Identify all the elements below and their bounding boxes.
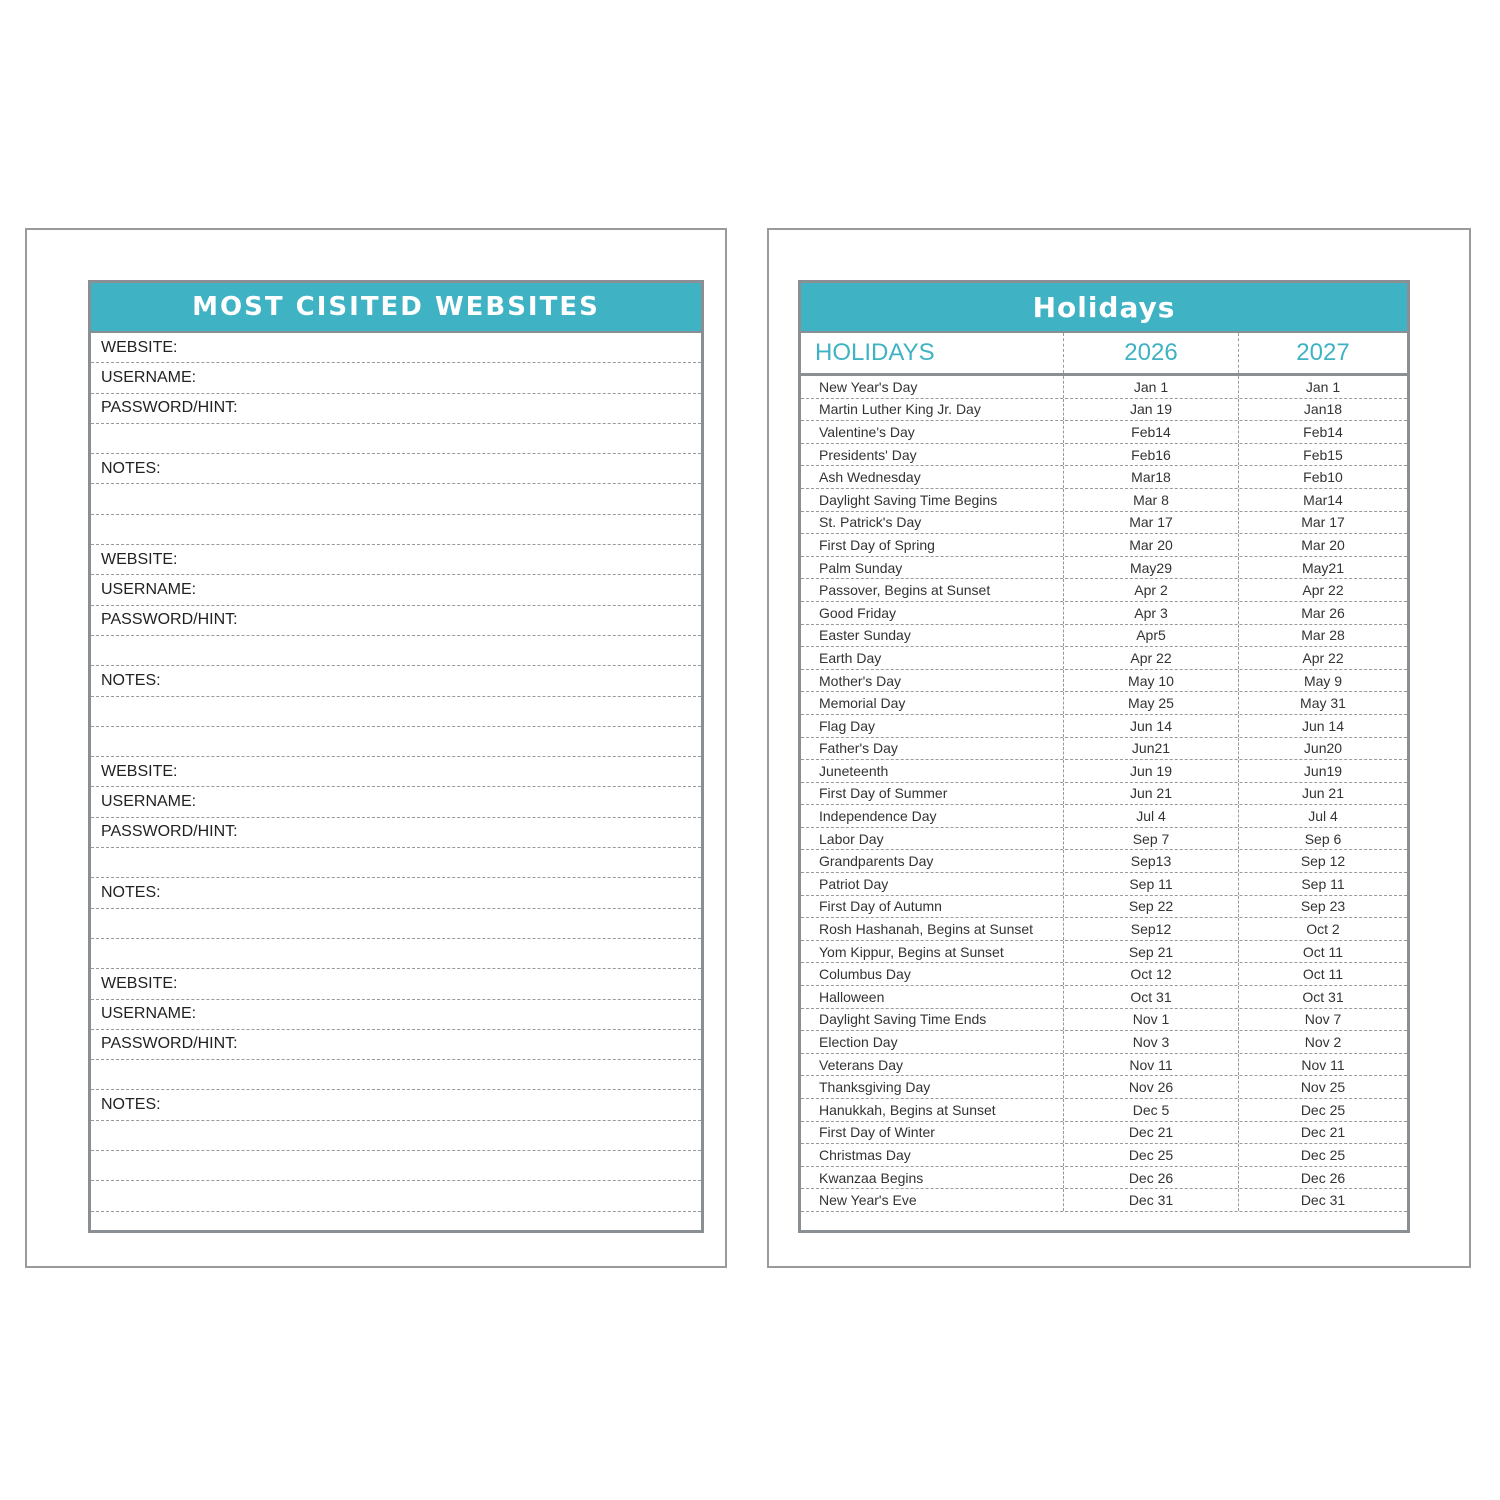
holiday-name: Martin Luther King Jr. Day bbox=[819, 401, 981, 418]
table-row bbox=[801, 579, 1407, 602]
date-2027: Nov 7 bbox=[1238, 1009, 1407, 1031]
table-row bbox=[801, 670, 1407, 693]
date-2026: Sep13 bbox=[1063, 850, 1238, 872]
holiday-name: Kwanzaa Begins bbox=[819, 1169, 924, 1186]
website-line: NOTES: bbox=[91, 454, 701, 484]
date-2027: Jun20 bbox=[1238, 738, 1407, 760]
holiday-name: Election Day bbox=[819, 1034, 898, 1051]
holiday-name: Christmas Day bbox=[819, 1146, 911, 1163]
table-row bbox=[801, 534, 1407, 557]
website-line bbox=[91, 484, 701, 514]
left-page bbox=[25, 228, 727, 1268]
date-2026: Apr5 bbox=[1063, 625, 1238, 647]
table-row bbox=[801, 692, 1407, 715]
date-2026: Oct 31 bbox=[1063, 986, 1238, 1008]
date-2026: Nov 1 bbox=[1063, 1009, 1238, 1031]
holiday-name: First Day of Spring bbox=[819, 536, 935, 553]
date-2027: Jun 21 bbox=[1238, 783, 1407, 805]
date-2027: Sep 6 bbox=[1238, 828, 1407, 850]
holiday-name: First Day of Autumn bbox=[819, 898, 942, 915]
website-line bbox=[91, 697, 701, 727]
holiday-name: Grandparents Day bbox=[819, 853, 934, 870]
date-2026: Mar18 bbox=[1063, 466, 1238, 488]
table-row bbox=[801, 783, 1407, 806]
date-2027: May 9 bbox=[1238, 670, 1407, 692]
website-line: USERNAME: bbox=[91, 363, 701, 393]
date-2027: Jul 4 bbox=[1238, 805, 1407, 827]
table-row bbox=[801, 444, 1407, 467]
date-2026: Jun 19 bbox=[1063, 760, 1238, 782]
date-2026: Jul 4 bbox=[1063, 805, 1238, 827]
holidays-header-row bbox=[801, 333, 1407, 376]
date-2027: Oct 2 bbox=[1238, 918, 1407, 940]
date-2027: Mar 20 bbox=[1238, 534, 1407, 556]
date-2027: Mar 17 bbox=[1238, 512, 1407, 534]
holiday-name: First Day of Winter bbox=[819, 1124, 935, 1141]
date-2026: Dec 25 bbox=[1063, 1144, 1238, 1166]
date-2026: Feb16 bbox=[1063, 444, 1238, 466]
holiday-name: Easter Sunday bbox=[819, 627, 911, 644]
date-2026: Sep 22 bbox=[1063, 896, 1238, 918]
date-2026: May29 bbox=[1063, 557, 1238, 579]
date-2026: Dec 5 bbox=[1063, 1099, 1238, 1121]
date-2027: Oct 31 bbox=[1238, 986, 1407, 1008]
holiday-name: Columbus Day bbox=[819, 966, 911, 983]
table-row bbox=[801, 805, 1407, 828]
date-2026: Sep 7 bbox=[1063, 828, 1238, 850]
holiday-name: Independence Day bbox=[819, 808, 937, 825]
table-row bbox=[801, 399, 1407, 422]
header-holidays: HOLIDAYS bbox=[815, 339, 935, 366]
table-row bbox=[801, 1031, 1407, 1054]
table-row bbox=[801, 1009, 1407, 1032]
holidays-title: Holidays bbox=[801, 283, 1407, 333]
table-row bbox=[801, 1167, 1407, 1190]
website-line: NOTES: bbox=[91, 666, 701, 696]
table-row bbox=[801, 557, 1407, 580]
holiday-name: Veterans Day bbox=[819, 1056, 904, 1073]
table-row bbox=[801, 1144, 1407, 1167]
table-row bbox=[801, 1122, 1407, 1145]
table-row bbox=[801, 715, 1407, 738]
website-line: PASSWORD/HINT: bbox=[91, 818, 701, 848]
date-2026: Jan 19 bbox=[1063, 399, 1238, 421]
date-2026: Oct 12 bbox=[1063, 963, 1238, 985]
holiday-name: Father's Day bbox=[819, 740, 898, 757]
table-row bbox=[801, 760, 1407, 783]
table-row bbox=[801, 918, 1407, 941]
website-line bbox=[91, 636, 701, 666]
date-2026: Jan 1 bbox=[1063, 376, 1238, 398]
website-line: WEBSITE: bbox=[91, 545, 701, 575]
date-2027: Feb14 bbox=[1238, 421, 1407, 443]
website-line: WEBSITE: bbox=[91, 333, 701, 363]
date-2026: Nov 3 bbox=[1063, 1031, 1238, 1053]
website-line bbox=[91, 1181, 701, 1211]
website-line: WEBSITE: bbox=[91, 969, 701, 999]
date-2026: May 10 bbox=[1063, 670, 1238, 692]
holiday-name: Daylight Saving Time Ends bbox=[819, 1011, 987, 1028]
table-row bbox=[801, 1054, 1407, 1077]
date-2027: Jun19 bbox=[1238, 760, 1407, 782]
table-row bbox=[801, 1099, 1407, 1122]
date-2026: Sep 11 bbox=[1063, 873, 1238, 895]
table-row bbox=[801, 986, 1407, 1009]
holiday-name: Daylight Saving Time Begins bbox=[819, 491, 998, 508]
website-line bbox=[91, 1060, 701, 1090]
date-2027: Sep 11 bbox=[1238, 873, 1407, 895]
date-2027: Oct 11 bbox=[1238, 963, 1407, 985]
date-2027: Jun 14 bbox=[1238, 715, 1407, 737]
holiday-name: New Year's Eve bbox=[819, 1192, 917, 1209]
date-2027: Dec 26 bbox=[1238, 1167, 1407, 1189]
website-line bbox=[91, 515, 701, 545]
website-line bbox=[91, 1121, 701, 1151]
header-2027: 2027 bbox=[1238, 333, 1407, 373]
table-row bbox=[801, 1189, 1407, 1212]
holiday-name: Palm Sunday bbox=[819, 559, 903, 576]
date-2027: Sep 12 bbox=[1238, 850, 1407, 872]
table-row bbox=[801, 941, 1407, 964]
website-line: PASSWORD/HINT: bbox=[91, 394, 701, 424]
websites-box bbox=[88, 280, 704, 1233]
date-2027: Feb10 bbox=[1238, 466, 1407, 488]
date-2026: Mar 8 bbox=[1063, 489, 1238, 511]
holiday-name: Ash Wednesday bbox=[819, 469, 921, 486]
date-2026: Apr 22 bbox=[1063, 647, 1238, 669]
date-2027: Nov 25 bbox=[1238, 1076, 1407, 1098]
website-line: NOTES: bbox=[91, 1090, 701, 1120]
website-line: PASSWORD/HINT: bbox=[91, 606, 701, 636]
website-line bbox=[91, 727, 701, 757]
date-2027: May21 bbox=[1238, 557, 1407, 579]
holiday-name: Rosh Hashanah, Begins at Sunset bbox=[819, 921, 1034, 938]
date-2027: Dec 25 bbox=[1238, 1099, 1407, 1121]
date-2027: Oct 11 bbox=[1238, 941, 1407, 963]
holiday-name: Halloween bbox=[819, 988, 885, 1005]
websites-title: MOST CISITED WEBSITES bbox=[91, 283, 701, 333]
table-row bbox=[801, 466, 1407, 489]
table-row bbox=[801, 376, 1407, 399]
table-row bbox=[801, 512, 1407, 535]
table-row bbox=[801, 828, 1407, 851]
holiday-name: Flag Day bbox=[819, 717, 876, 734]
holiday-name: Hanukkah, Begins at Sunset bbox=[819, 1101, 996, 1118]
table-row bbox=[801, 850, 1407, 873]
table-row bbox=[801, 896, 1407, 919]
holiday-name: First Day of Summer bbox=[819, 785, 948, 802]
date-2026: May 25 bbox=[1063, 692, 1238, 714]
table-row bbox=[801, 738, 1407, 761]
holiday-name: Mother's Day bbox=[819, 672, 902, 689]
date-2026: Mar 20 bbox=[1063, 534, 1238, 556]
holiday-name: Patriot Day bbox=[819, 875, 889, 892]
holiday-name: Thanksgiving Day bbox=[819, 1079, 931, 1096]
date-2027: Jan18 bbox=[1238, 399, 1407, 421]
website-line bbox=[91, 1151, 701, 1181]
right-page bbox=[767, 228, 1471, 1268]
date-2026: Apr 2 bbox=[1063, 579, 1238, 601]
date-2027: Apr 22 bbox=[1238, 647, 1407, 669]
website-line bbox=[91, 939, 701, 969]
date-2026: Feb14 bbox=[1063, 421, 1238, 443]
holiday-name: Earth Day bbox=[819, 649, 882, 666]
website-line: NOTES: bbox=[91, 878, 701, 908]
date-2027: Jan 1 bbox=[1238, 376, 1407, 398]
date-2026: Dec 31 bbox=[1063, 1189, 1238, 1211]
holiday-name: Good Friday bbox=[819, 604, 897, 621]
holiday-name: Yom Kippur, Begins at Sunset bbox=[819, 943, 1004, 960]
date-2027: Dec 31 bbox=[1238, 1189, 1407, 1211]
holiday-name: Juneteenth bbox=[819, 762, 889, 779]
date-2026: Jun 21 bbox=[1063, 783, 1238, 805]
table-row bbox=[801, 489, 1407, 512]
date-2027: Mar 28 bbox=[1238, 625, 1407, 647]
holiday-name: Presidents' Day bbox=[819, 446, 917, 463]
table-row bbox=[801, 602, 1407, 625]
date-2026: Jun 14 bbox=[1063, 715, 1238, 737]
table-row bbox=[801, 647, 1407, 670]
table-row bbox=[801, 873, 1407, 896]
date-2026: Nov 11 bbox=[1063, 1054, 1238, 1076]
date-2026: Sep 21 bbox=[1063, 941, 1238, 963]
date-2027: May 31 bbox=[1238, 692, 1407, 714]
holidays-box bbox=[798, 280, 1410, 1233]
table-row bbox=[801, 1076, 1407, 1099]
date-2027: Apr 22 bbox=[1238, 579, 1407, 601]
date-2027: Dec 25 bbox=[1238, 1144, 1407, 1166]
date-2027: Sep 23 bbox=[1238, 896, 1407, 918]
website-line bbox=[91, 848, 701, 878]
date-2026: Jun21 bbox=[1063, 738, 1238, 760]
date-2027: Nov 2 bbox=[1238, 1031, 1407, 1053]
holiday-name: Passover, Begins at Sunset bbox=[819, 582, 991, 599]
date-2026: Dec 21 bbox=[1063, 1122, 1238, 1144]
date-2027: Feb15 bbox=[1238, 444, 1407, 466]
date-2026: Dec 26 bbox=[1063, 1167, 1238, 1189]
date-2026: Apr 3 bbox=[1063, 602, 1238, 624]
website-line: PASSWORD/HINT: bbox=[91, 1030, 701, 1060]
holiday-name: Memorial Day bbox=[819, 695, 906, 712]
holidays-table bbox=[801, 376, 1407, 1212]
date-2027: Dec 21 bbox=[1238, 1122, 1407, 1144]
date-2027: Mar 26 bbox=[1238, 602, 1407, 624]
date-2027: Mar14 bbox=[1238, 489, 1407, 511]
date-2026: Sep12 bbox=[1063, 918, 1238, 940]
holiday-name: New Year's Day bbox=[819, 378, 918, 395]
website-line: USERNAME: bbox=[91, 1000, 701, 1030]
website-line: USERNAME: bbox=[91, 787, 701, 817]
table-row bbox=[801, 963, 1407, 986]
header-2026: 2026 bbox=[1063, 333, 1238, 373]
table-row bbox=[801, 625, 1407, 648]
holiday-name: Valentine's Day bbox=[819, 423, 915, 440]
websites-lines bbox=[91, 333, 701, 1212]
website-line bbox=[91, 909, 701, 939]
website-line: WEBSITE: bbox=[91, 757, 701, 787]
holiday-name: St. Patrick's Day bbox=[819, 514, 922, 531]
table-row bbox=[801, 421, 1407, 444]
website-line bbox=[91, 424, 701, 454]
date-2027: Nov 11 bbox=[1238, 1054, 1407, 1076]
holiday-name: Labor Day bbox=[819, 830, 884, 847]
date-2026: Nov 26 bbox=[1063, 1076, 1238, 1098]
date-2026: Mar 17 bbox=[1063, 512, 1238, 534]
website-line: USERNAME: bbox=[91, 575, 701, 605]
